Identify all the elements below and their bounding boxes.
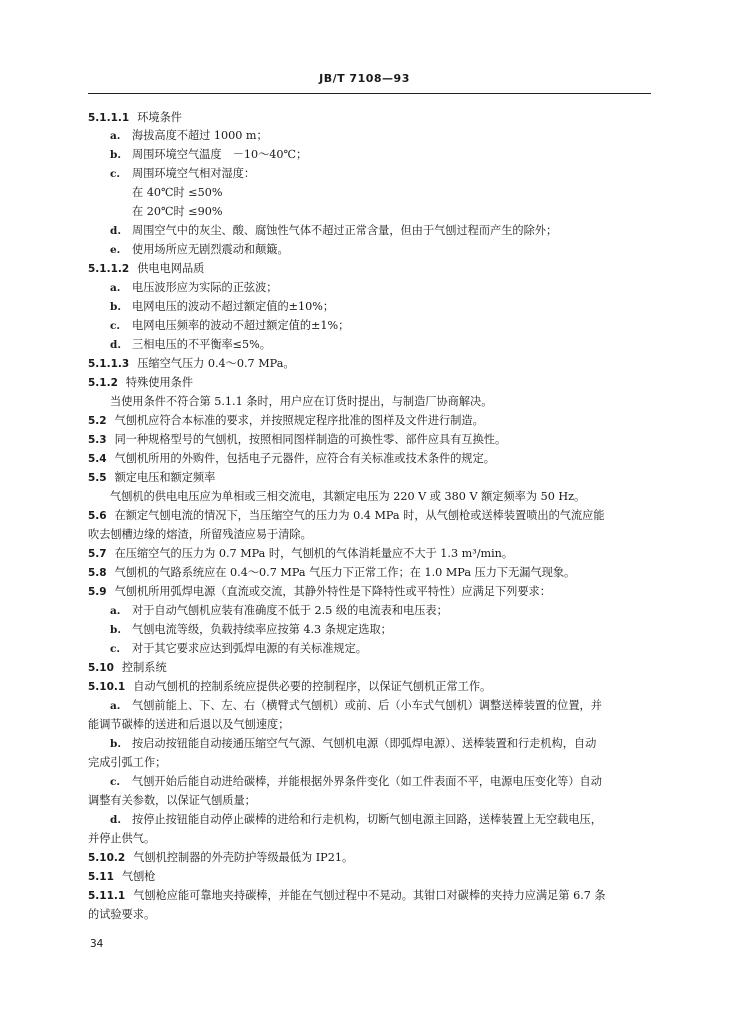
line-text: 气刨开始后能自动进给碳棒，并能根据外界条件变化（如工件表面不平，电源电压变化等）自动 <box>132 775 602 788</box>
text-line <box>110 280 277 295</box>
line-text: 在 40℃时 ≤50% <box>132 186 223 199</box>
text-line <box>88 679 491 694</box>
section-number: 5.10.2 <box>88 852 126 864</box>
section-number: 5.3 <box>88 434 107 446</box>
text-line <box>88 375 193 390</box>
text-line <box>88 470 215 485</box>
section-number: 5.10 <box>88 662 114 674</box>
line-text: 供电电网品质 <box>137 262 205 275</box>
line-text: 并停止供气。 <box>88 832 156 845</box>
text-line <box>110 603 448 618</box>
line-text: 吹去刨槽边缘的熔渣，所留残渣应易于清除。 <box>88 528 312 541</box>
line-text: 按停止按钮能自动停止碳棒的进给和行走机构，切断气刨电源主回路，送棒装置上无空载电压， <box>132 813 602 826</box>
section-number: 5.1.1.2 <box>88 263 130 275</box>
line-text: 完成引弧工作； <box>88 756 167 769</box>
list-label: d. <box>110 339 121 351</box>
line-text: 额定电压和额定频率 <box>114 471 216 484</box>
line-text: 特殊使用条件 <box>125 376 194 389</box>
text-line <box>110 489 585 504</box>
text-line <box>88 356 295 371</box>
text-line <box>88 793 256 808</box>
text-line <box>88 527 312 542</box>
list-label: d. <box>110 814 121 826</box>
document-code-header: JB/T 7108—93 <box>319 72 410 85</box>
line-text: 电压波形应为实际的正弦波； <box>132 281 278 294</box>
section-number: 5.1.2 <box>88 377 118 389</box>
text-line <box>110 812 602 827</box>
text-line <box>88 432 506 447</box>
text-line <box>88 508 605 523</box>
line-text: 自动气刨机的控制系统应提供必要的控制程序，以保证气刨机正常工作。 <box>133 680 492 693</box>
text-line <box>88 451 495 466</box>
line-text: 控制系统 <box>121 661 167 674</box>
text-line <box>110 128 268 143</box>
text-line <box>132 185 222 200</box>
line-text: 气刨机所用弧焊电源（直流或交流，其静外特性是下降特性或平特性）应满足下列要求： <box>114 585 551 598</box>
line-text: 海拔高度不超过 1000 m； <box>132 129 268 142</box>
text-line <box>110 394 492 409</box>
section-number: 5.11.1 <box>88 890 126 902</box>
section-number: 5.8 <box>88 567 107 579</box>
list-label: a. <box>110 605 121 617</box>
text-line <box>110 242 289 257</box>
list-label: e. <box>110 244 121 256</box>
list-label: d. <box>110 225 121 237</box>
section-number: 5.10.1 <box>88 681 126 693</box>
text-line <box>88 584 551 599</box>
section-number: 5.4 <box>88 453 107 465</box>
line-text: 对于自动气刨机应装有准确度不低于 2.5 级的电流表和电压表； <box>132 604 448 617</box>
section-number: 5.11 <box>88 871 114 883</box>
text-line <box>88 869 156 884</box>
line-text: 电网电压频率的波动不超过额定值的±1%； <box>132 319 350 332</box>
line-text: 电网电压的波动不超过额定值的±10%； <box>132 300 335 313</box>
text-line <box>88 110 182 125</box>
line-text: 在 20℃时 ≤90% <box>132 205 223 218</box>
line-text: 气刨机的供电电压应为单相或三相交流电，其额定电压为 220 V 或 380 V 额定频率为 50 Hz。 <box>110 490 586 503</box>
text-line <box>132 204 222 219</box>
text-line <box>88 831 155 846</box>
text-line <box>88 413 484 428</box>
line-text: 气刨前能上、下、左、右（横臂式气刨机）或前、后（小车式气刨机）调整送棒装置的位置，并 <box>132 699 602 712</box>
text-line <box>110 147 307 162</box>
line-text: 周围空气中的灰尘、酸、腐蚀性气体不超过正常含量，但由于气刨过程而产生的除外； <box>132 224 558 237</box>
list-label: a. <box>110 700 121 712</box>
list-label: c. <box>110 168 121 180</box>
text-line <box>88 907 155 922</box>
section-number: 5.5 <box>88 472 107 484</box>
section-number: 5.7 <box>88 548 107 560</box>
line-text: 气刨机所用的外购件，包括电子元器件，应符合有关标准或技术条件的规定。 <box>114 452 495 465</box>
list-label: b. <box>110 624 121 636</box>
text-line <box>110 318 349 333</box>
list-label: c. <box>110 776 121 788</box>
line-text: 能调节碳棒的送进和后退以及气刨速度； <box>88 718 290 731</box>
list-label: a. <box>110 282 121 294</box>
line-text: 气刨枪应能可靠地夹持碳棒，并能在气刨过程中不晃动。其钳口对碳棒的夹持力应满足第 6.7 条 <box>133 889 606 902</box>
line-text: 调整有关参数，以保证气刨质量； <box>88 794 256 807</box>
text-line <box>88 888 606 903</box>
section-number: 5.2 <box>88 415 107 427</box>
line-text: 的试验要求。 <box>88 908 156 921</box>
text-line <box>88 261 204 276</box>
text-line <box>110 166 255 181</box>
text-line <box>110 774 602 789</box>
text-line <box>88 546 513 561</box>
text-line <box>110 622 392 637</box>
text-line <box>88 850 353 865</box>
list-label: a. <box>110 130 121 142</box>
line-text: 压缩空气压力 0.4～0.7 MPa。 <box>137 357 295 370</box>
text-line <box>110 698 602 713</box>
line-text: 周围环境空气温度 －10～40℃； <box>132 148 308 161</box>
line-text: 按启动按钮能自动接通压缩空气气源、气刨机电源（即弧焊电源）、送棒装置和行走机构，自动 <box>132 737 597 750</box>
line-text: 在压缩空气的压力为 0.7 MPa 时，气刨机的气体消耗量应不大于 1.3 m³/min。 <box>114 547 514 560</box>
text-line <box>88 565 575 580</box>
line-text: 三相电压的不平衡率≤5%。 <box>132 338 271 351</box>
line-text: 气刨枪 <box>121 870 156 883</box>
line-text: 气刨机的气路系统应在 0.4～0.7 MPa 气压力下正常工作；在 1.0 MPa 压力下无漏气现象。 <box>114 566 576 579</box>
list-label: c. <box>110 320 121 332</box>
section-number: 5.9 <box>88 586 107 598</box>
line-text: 气刨机控制器的外壳防护等级最低为 IP21。 <box>133 851 354 864</box>
text-line <box>110 337 271 352</box>
line-text: 环境条件 <box>137 111 182 124</box>
section-number: 5.1.1.3 <box>88 358 130 370</box>
list-label: b. <box>110 149 121 161</box>
text-line <box>110 299 334 314</box>
text-line <box>110 641 367 656</box>
line-text: 对于其它要求应达到弧焊电源的有关标准规定。 <box>132 642 367 655</box>
line-text: 当使用条件不符合第 5.1.1 条时，用户应在订货时提出，与制造厂协商解决。 <box>110 395 493 408</box>
line-text: 周围环境空气相对湿度： <box>132 167 256 180</box>
text-line <box>88 717 289 732</box>
line-text: 气刨机应符合本标准的要求，并按照规定程序批准的图样及文件进行制造。 <box>114 414 484 427</box>
section-number: 5.6 <box>88 510 107 522</box>
line-text: 使用场所应无剧烈震动和颠簸。 <box>132 243 289 256</box>
list-label: c. <box>110 643 121 655</box>
page-number: 34 <box>90 938 104 950</box>
line-text: 在额定气刨电流的情况下，当压缩空气的压力为 0.4 MPa 时，从气刨枪或送棒装置喷出的气流应能 <box>114 509 605 522</box>
line-text: 同一种规格型号的气刨机，按照相同图样制造的可换性零、部件应具有互换性。 <box>114 433 507 446</box>
text-line <box>110 223 557 238</box>
text-line <box>88 755 166 770</box>
list-label: b. <box>110 301 121 313</box>
text-line <box>110 736 596 751</box>
section-number: 5.1.1.1 <box>88 112 130 124</box>
text-line <box>88 660 167 675</box>
list-label: b. <box>110 738 121 750</box>
line-text: 气刨电流等级，负载持续率应按第 4.3 条规定选取； <box>132 623 392 636</box>
